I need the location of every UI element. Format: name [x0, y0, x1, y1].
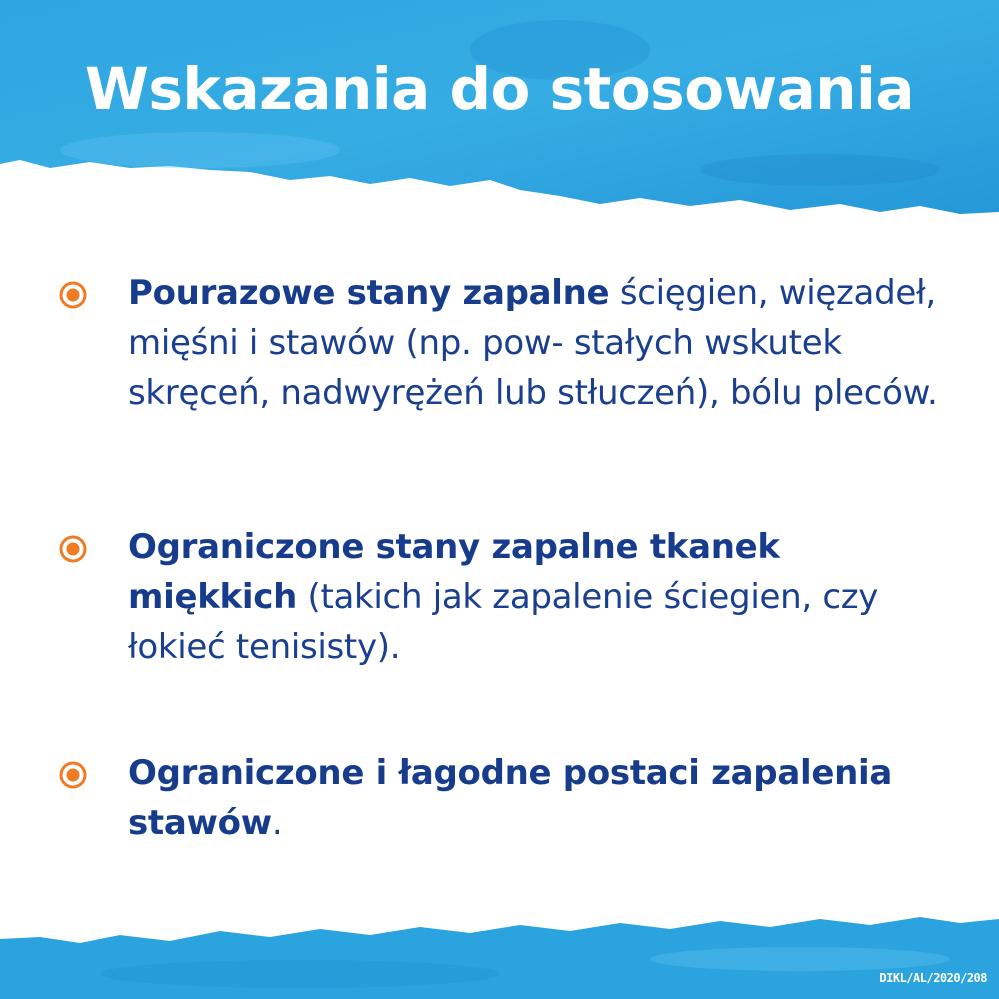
item-rest-text: (takich jak zapalenie ściegien, czy łokieć tenisisty). [128, 577, 879, 667]
reference-code: DIKL/AL/2020/208 [879, 971, 987, 985]
item-text [128, 748, 958, 848]
item-text [128, 522, 958, 672]
list-item [58, 748, 958, 848]
list-item [58, 268, 958, 418]
orange-ring-dot-icon [58, 534, 88, 564]
bottom-watercolor-band [0, 879, 999, 999]
item-text [128, 268, 958, 418]
item-bold-text: Pourazowe stany zapalne [128, 273, 610, 313]
item-bold-text: Ograniczone stany zapalne tkanek miękkich [128, 527, 780, 617]
item-rest-text: ścięgien, więzadeł, mięśni i stawów (np. pow- stałych wskutek skręceń, nadwyrężeń lub stłuczeń), bólu pleców. [128, 273, 938, 413]
orange-ring-dot-icon [58, 280, 88, 310]
list-item [58, 522, 958, 672]
page-title: Wskazania do stosowania [84, 55, 915, 123]
item-rest-text: . [271, 803, 283, 843]
orange-ring-dot-icon [58, 760, 88, 790]
item-bold-text: Ograniczone i łagodne postaci zapalenia stawów [128, 753, 893, 843]
